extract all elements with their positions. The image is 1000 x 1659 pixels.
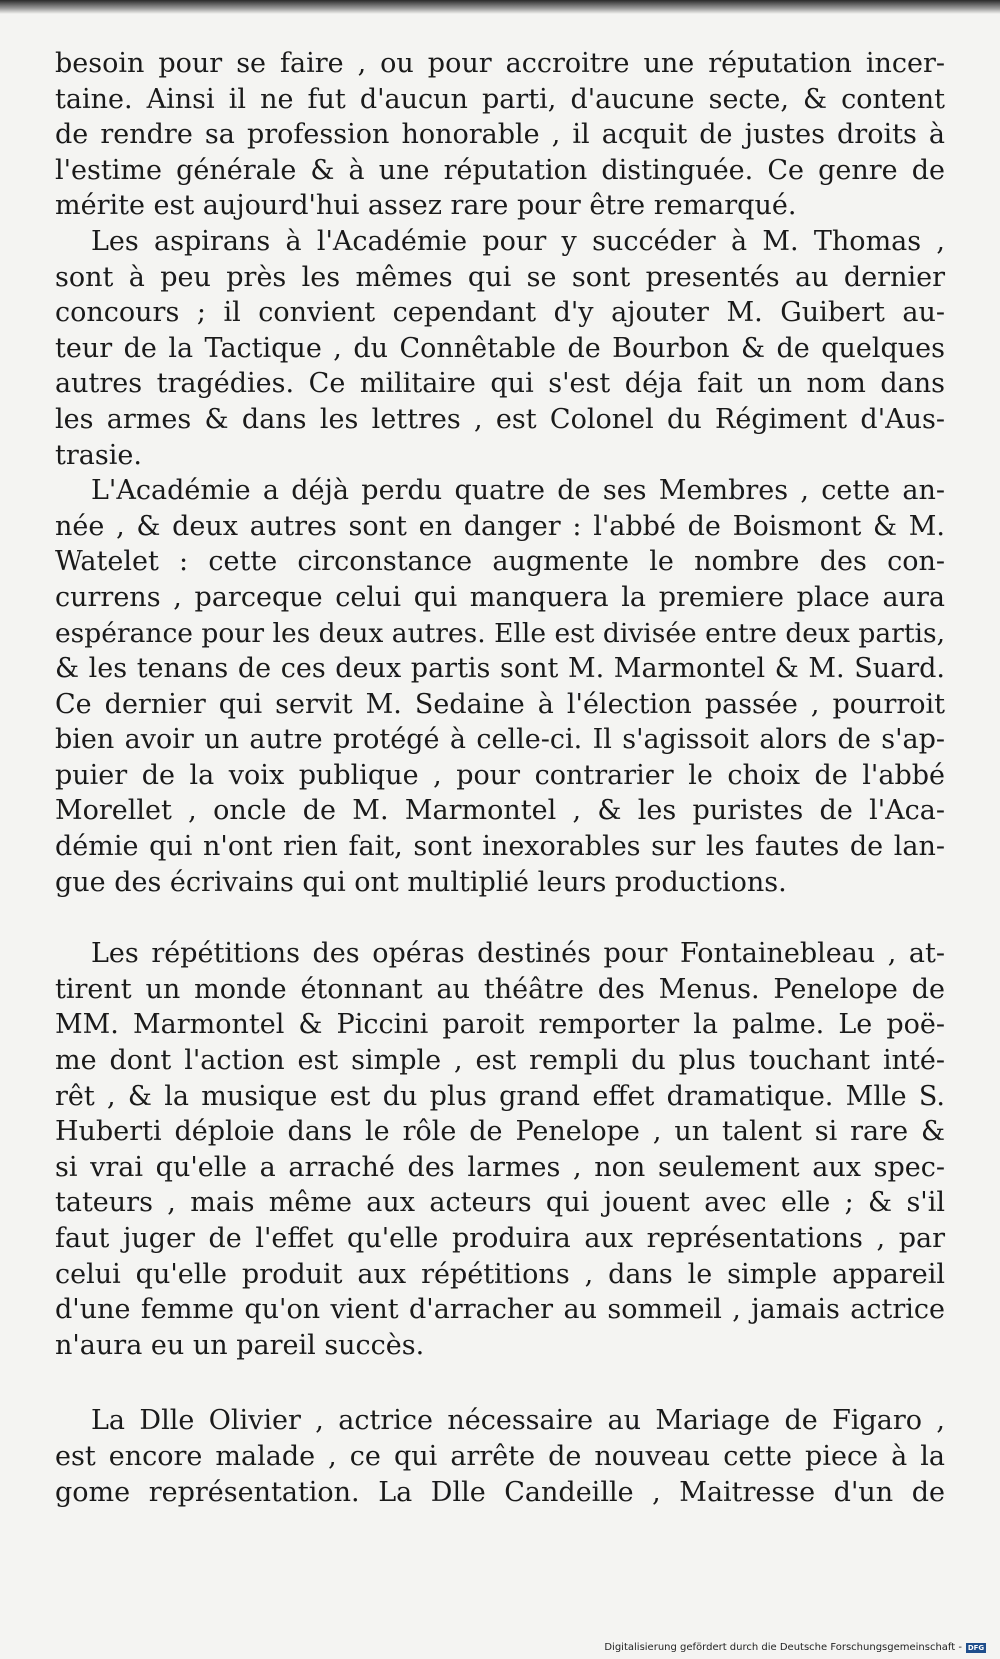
text-line: l'estime générale & à une réputation distinguée. Ce genre de bbox=[55, 154, 945, 186]
text-line: est encore malade , ce qui arrête de nouveau cette piece à la bbox=[55, 1440, 945, 1472]
text-line: née , & deux autres sont en danger : l'abbé de Boismont & M. bbox=[55, 510, 945, 542]
text-line: trasie. bbox=[55, 439, 142, 471]
text-line: bien avoir un autre protégé à celle-ci. Il s'agissoit alors de s'ap- bbox=[55, 724, 945, 756]
text-line: gue des écrivains qui ont multiplié leurs productions. bbox=[55, 866, 787, 898]
text-line: autres tragédies. Ce militaire qui s'est déja fait un nom dans bbox=[55, 368, 945, 400]
text-line: taine. Ainsi il ne fut d'aucun parti, d'aucune secte, & content bbox=[55, 83, 945, 115]
text-line: La Dlle Olivier , actrice nécessaire au Mariage de Figaro , bbox=[91, 1405, 945, 1437]
text-line: Watelet : cette circonstance augmente le nombre des con- bbox=[55, 546, 945, 578]
paragraph-3 bbox=[55, 473, 945, 900]
text-line: gome représentation. La Dlle Candeille , Maitresse d'un de bbox=[55, 1476, 945, 1508]
text-line: concours ; il convient cependant d'y ajouter M. Guibert au- bbox=[55, 297, 945, 329]
text-line: d'une femme qu'on vient d'arracher au sommeil , jamais actrice bbox=[55, 1294, 945, 1326]
paragraph-separator bbox=[55, 900, 945, 936]
text-line: Ce dernier qui servit M. Sedaine à l'élection passée , pourroit bbox=[55, 688, 945, 720]
paragraph-4 bbox=[55, 936, 945, 1363]
text-line: & les tenans de ces deux partis sont M. Marmontel & M. Suard. bbox=[55, 653, 945, 685]
text-line: sont à peu près les mêmes qui se sont presentés au dernier bbox=[55, 261, 945, 293]
text-line: besoin pour se faire , ou pour accroitre une réputation incer- bbox=[55, 48, 945, 79]
body-text bbox=[55, 46, 945, 1510]
text-line: Les aspirans à l'Académie pour y succéder à M. Thomas , bbox=[91, 225, 945, 257]
credit-text: Digitalisierung gefördert durch die Deutsche Forschungsgemeinschaft - bbox=[604, 1642, 962, 1653]
text-line: les armes & dans les lettres , est Colonel du Régiment d'Aus- bbox=[55, 403, 945, 435]
digitization-credit bbox=[604, 1642, 986, 1653]
text-line: rêt , & la musique est du plus grand effet dramatique. Mlle S. bbox=[55, 1080, 945, 1112]
paragraph-5 bbox=[55, 1403, 945, 1510]
text-line: Huberti déploie dans le rôle de Penelope , un talent si rare & bbox=[55, 1116, 945, 1148]
text-line: celui qu'elle produit aux répétitions , dans le simple appareil bbox=[55, 1258, 945, 1290]
text-line: espérance pour les deux autres. Elle est divisée entre deux partis, bbox=[55, 617, 945, 649]
text-line: currens , parceque celui qui manquera la premiere place aura bbox=[55, 581, 945, 613]
dfg-logo-icon: DFG bbox=[967, 1643, 985, 1652]
text-line: me dont l'action est simple , est rempli du plus touchant inté- bbox=[55, 1045, 945, 1077]
text-line: L'Académie a déjà perdu quatre de ses Membres , cette an- bbox=[91, 475, 945, 507]
text-line: n'aura eu un pareil succès. bbox=[55, 1329, 425, 1361]
text-line: tirent un monde étonnant au théâtre des Menus. Penelope de bbox=[55, 973, 945, 1005]
text-line: teur de la Tactique , du Connêtable de Bourbon & de quelques bbox=[55, 332, 945, 364]
text-line: mérite est aujourd'hui assez rare pour être remarqué. bbox=[55, 190, 797, 222]
text-line: démie qui n'ont rien fait, sont inexorables sur les fautes de lan- bbox=[55, 831, 945, 863]
text-line: Morellet , oncle de M. Marmontel , & les puristes de l'Aca- bbox=[55, 795, 945, 827]
paragraph-1 bbox=[55, 46, 945, 224]
text-line: de rendre sa profession honorable , il acquit de justes droits à bbox=[55, 119, 945, 151]
text-line: Les répétitions des opéras destinés pour Fontainebleau , at- bbox=[91, 938, 945, 970]
page-top-edge bbox=[0, 0, 1000, 14]
text-line: puier de la voix publique , pour contrarier le choix de l'abbé bbox=[55, 759, 945, 791]
paragraph-separator bbox=[55, 1363, 945, 1403]
text-line: MM. Marmontel & Piccini paroit remporter la palme. Le poë- bbox=[55, 1009, 945, 1041]
text-line: si vrai qu'elle a arraché des larmes , non seulement aux spec- bbox=[55, 1151, 945, 1183]
text-line: tateurs , mais même aux acteurs qui jouent avec elle ; & s'il bbox=[55, 1187, 945, 1219]
paragraph-2 bbox=[55, 224, 945, 473]
text-line: faut juger de l'effet qu'elle produira aux représentations , par bbox=[55, 1223, 945, 1254]
